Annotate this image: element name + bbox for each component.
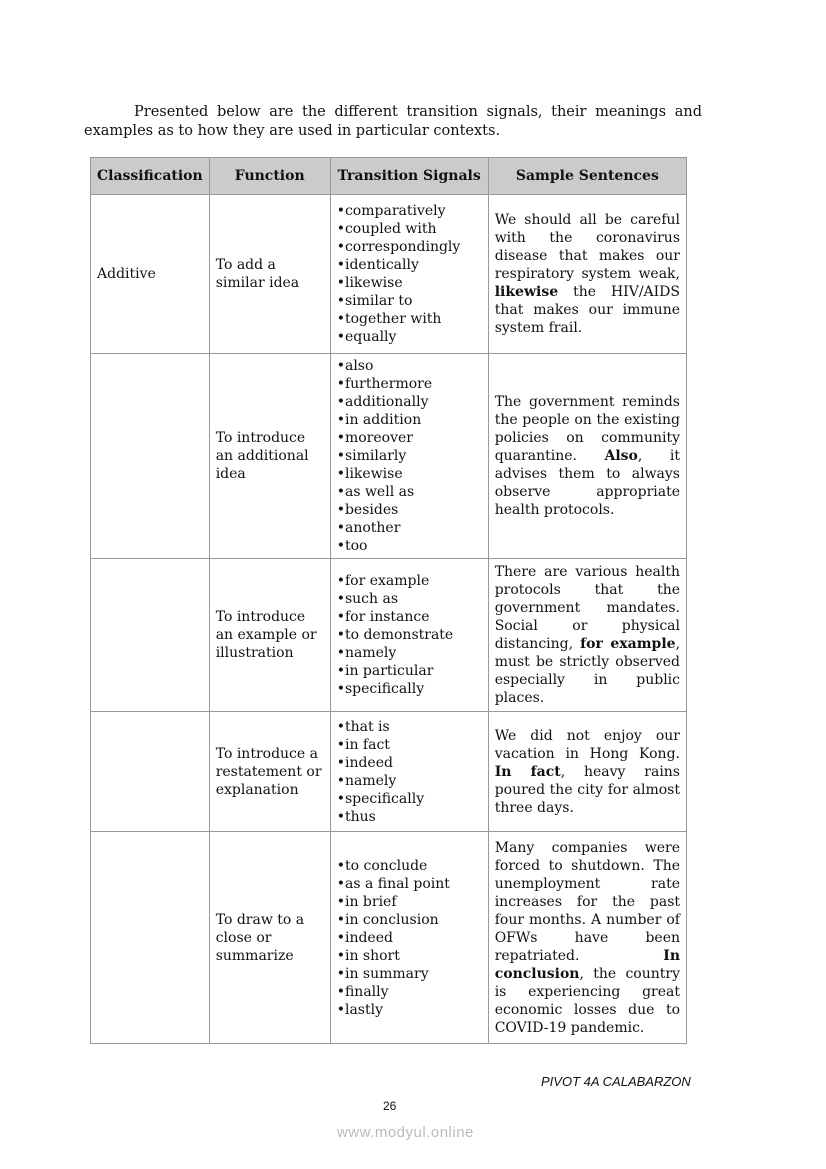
sentence-text: We did not enjoy our vacation in Hong Kong. <box>494 727 680 762</box>
transition-signal: • to conclude <box>337 857 482 875</box>
transition-signal: • identically <box>337 256 482 274</box>
sentence-highlight: for example <box>580 636 676 652</box>
sentence-text: Many companies were forced to shutdown. The unemployment rate increases for the past four months. A number of OFWs have been repatriated. <box>494 839 680 964</box>
signals-cell <box>330 195 488 354</box>
sentence-text: , the country is experiencing great economic losses due to COVID-19 pandemic. <box>494 965 680 1036</box>
table-row <box>91 354 687 559</box>
table-header-row <box>91 158 687 195</box>
function-cell: To add a similar idea <box>209 195 330 354</box>
sentence-highlight: In fact <box>494 763 561 780</box>
transition-signal: • moreover <box>337 429 482 447</box>
signals-cell <box>330 354 488 559</box>
transition-signal: • to demonstrate <box>337 626 482 644</box>
transition-signal: • in addition <box>337 411 482 429</box>
classification-cell: Additive <box>91 195 210 354</box>
signals-list <box>337 718 482 826</box>
transition-signals-table <box>90 157 687 1044</box>
transition-signal: • similar to <box>337 292 482 310</box>
classification-cell <box>91 832 210 1044</box>
watermark: www.modyul.online <box>337 1124 474 1141</box>
transition-signal: • indeed <box>337 929 482 947</box>
table-row <box>91 712 687 832</box>
transition-signal: • as well as <box>337 483 482 501</box>
footer-label: PIVOT 4A CALABARZON <box>541 1074 691 1089</box>
transition-signal: • that is <box>337 718 482 736</box>
function-cell: To introduce an example or illustration <box>209 559 330 712</box>
transition-signal: • likewise <box>337 274 482 292</box>
transition-signal: • correspondingly <box>337 238 482 256</box>
sentence-text: The government reminds the people on the existing policies on community quarantine. <box>494 394 680 464</box>
signals-cell <box>330 832 488 1044</box>
sentence-text: , it advises them to always observe appropriate health protocols. <box>494 448 680 518</box>
intro-paragraph: Presented below are the different transition signals, their meanings and examples as to how they are used in particular contexts. <box>84 104 702 139</box>
signals-list <box>337 357 482 555</box>
transition-signal: • specifically <box>337 790 482 808</box>
sample-sentence-cell <box>488 354 686 559</box>
transition-signal: • another <box>337 519 482 537</box>
sentence-text: the HIV/AIDS that makes our immune system frail. <box>494 284 680 336</box>
header-function: Function <box>209 158 330 195</box>
sample-sentence-cell <box>488 712 686 832</box>
header-sample-sentences: Sample Sentences <box>488 158 686 195</box>
transition-signal: • together with <box>337 310 482 328</box>
classification-cell <box>91 354 210 559</box>
transition-signal: • in summary <box>337 965 482 983</box>
sample-sentence-cell <box>488 195 686 354</box>
transition-signal: • for example <box>337 572 482 590</box>
transition-signal: • also <box>337 357 482 375</box>
transition-signal: • likewise <box>337 465 482 483</box>
transition-signal: • additionally <box>337 393 482 411</box>
table-row <box>91 559 687 712</box>
transition-signal: • in particular <box>337 662 482 680</box>
signals-list <box>337 572 482 698</box>
sample-sentence-cell <box>488 832 686 1044</box>
sentence-text: , must be strictly observed especially in public places. <box>494 636 681 706</box>
transition-signal: • furthermore <box>337 375 482 393</box>
sentence-text: , heavy rains poured the city for almost three days. <box>494 763 680 816</box>
transition-signal: • indeed <box>337 754 482 772</box>
classification-cell <box>91 559 210 712</box>
signals-cell <box>330 712 488 832</box>
transition-signal: • for instance <box>337 608 482 626</box>
transition-signal: • coupled with <box>337 220 482 238</box>
function-cell: To introduce a restatement or explanation <box>209 712 330 832</box>
signals-list <box>337 202 482 346</box>
transition-signal: • equally <box>337 328 482 346</box>
sentence-text: There are various health protocols that the government mandates. Social or physical distancing, <box>494 564 680 652</box>
classification-cell <box>91 712 210 832</box>
transition-signal: • specifically <box>337 680 482 698</box>
header-transition-signals: Transition Signals <box>330 158 488 195</box>
sentence-highlight: Also <box>604 448 638 464</box>
transition-signal: • finally <box>337 983 482 1001</box>
table-row <box>91 832 687 1044</box>
transition-signal: • thus <box>337 808 482 826</box>
transition-signal: • lastly <box>337 1001 482 1019</box>
sentence-highlight: likewise <box>494 284 559 300</box>
signals-list <box>337 857 482 1019</box>
transition-signal: • in fact <box>337 736 482 754</box>
transition-signal: • in conclusion <box>337 911 482 929</box>
function-cell: To introduce an additional idea <box>209 354 330 559</box>
signals-cell <box>330 559 488 712</box>
function-cell: To draw to a close or summarize <box>209 832 330 1044</box>
transition-signal: • too <box>337 537 482 555</box>
sentence-text: We should all be careful with the coronavirus disease that makes our respiratory system weak, <box>494 212 680 282</box>
transition-signal: • in brief <box>337 893 482 911</box>
transition-signal: • besides <box>337 501 482 519</box>
page-number: 26 <box>383 1099 397 1113</box>
transition-signal: • as a final point <box>337 875 482 893</box>
transition-signal: • namely <box>337 644 482 662</box>
sentence-highlight: In conclusion <box>494 947 680 982</box>
transition-signal: • similarly <box>337 447 482 465</box>
transition-signal: • in short <box>337 947 482 965</box>
transition-signal: • such as <box>337 590 482 608</box>
transition-signal: • comparatively <box>337 202 482 220</box>
header-classification: Classification <box>91 158 210 195</box>
transition-signal: • namely <box>337 772 482 790</box>
sample-sentence-cell <box>488 559 686 712</box>
table-row <box>91 195 687 354</box>
